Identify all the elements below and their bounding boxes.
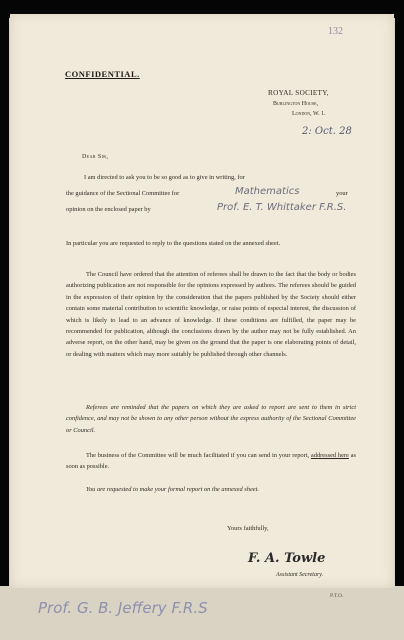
letter-sheet <box>10 14 394 588</box>
handwritten-committee: Mathematics <box>235 186 300 197</box>
para1-line3: opinion on the enclosed paper by <box>66 206 151 213</box>
para1-line2: the guidance of the Sectional Committee for <box>66 190 180 197</box>
closing: Yours faithfully, <box>227 525 269 532</box>
scan-border-right <box>395 0 404 640</box>
signature-title: Assistant Secretary. <box>276 572 324 578</box>
para5-start: The business of the Committee will be much facilitated if you can send in your report, <box>86 452 310 459</box>
address-line-3: London, W. 1. <box>292 111 326 117</box>
signature: F. A. Towle <box>248 551 326 566</box>
para1-line2-end: your <box>336 190 348 197</box>
confidential-heading: CONFIDENTIAL. <box>65 69 140 79</box>
para2: In particular you are requested to reply to the questions stated on the annexed sheet. <box>66 240 281 247</box>
scan-border-left <box>0 0 9 640</box>
para5 <box>66 450 356 473</box>
address-line-1: ROYAL SOCIETY, <box>268 89 329 97</box>
para5-underlined: addressed here <box>310 452 349 459</box>
salutation: Dear Sir, <box>82 154 109 160</box>
handwritten-paper-author: Prof. E. T. Whittaker F.R.S. <box>217 202 347 213</box>
handwritten-referee-name: Prof. G. B. Jeffery F.R.S <box>38 599 208 617</box>
para6: You are requested to make your formal report on the annexed sheet. <box>86 486 259 493</box>
address-line-2: Burlington House, <box>273 101 319 107</box>
para4: Referees are reminded that the papers on which they are asked to report are sent to them in strict confidence, and may not be shown to any other person without the express authority of the Sectional Committee or Council. <box>66 404 356 434</box>
pto-mark: P.T.O. <box>330 593 344 599</box>
para5-end: as soon as possible. <box>66 452 356 471</box>
para3: The Council have ordered that the attention of referees shall be drawn to the fact that the body or bodies authorizing publication are not responsible for the opinions expressed by authors. The referees should be guided in the expression of their opinion by the consideration that the papers published by the Society should either contain some material contribution to scientific knowledge, or raise points of especial interest, the discussion of which is likely to lead to an advance of knowledge. If these conditions are fulfilled, the paper may be recommended for publication, although the conclusions drawn by the author may not be fully established. An adverse report, on the other hand, may be given on the ground that the paper is one elaborating points of detail, or dealing with matters which may more suitably be published through other channels. <box>66 271 356 358</box>
handwritten-date: 2: Oct. 28 <box>302 126 352 137</box>
folio-number: 132 <box>328 26 343 37</box>
para1-line1: I am directed to ask you to be so good as to give in writing, for <box>84 174 245 181</box>
